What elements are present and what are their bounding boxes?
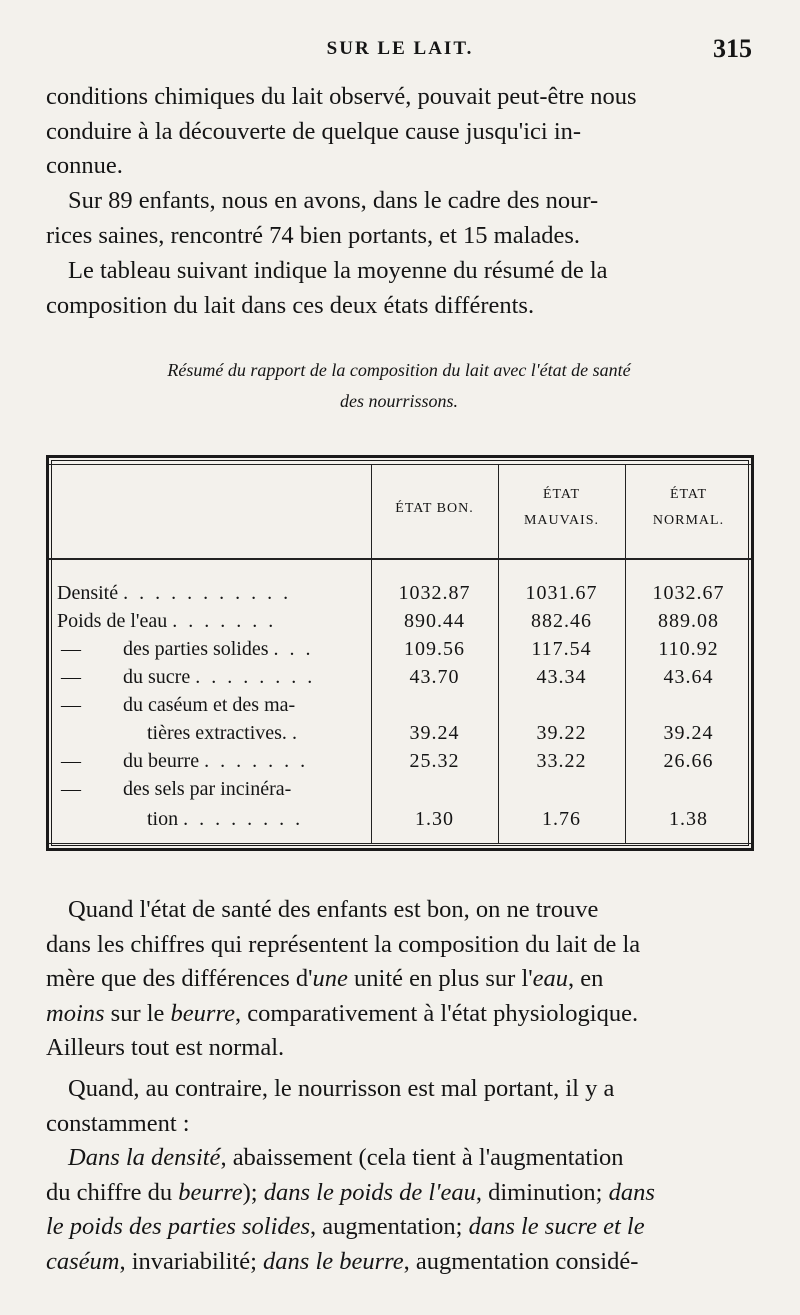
table-row <box>49 666 751 694</box>
text-line: caséum, invariabilité; dans le beurre, augmentation considé- <box>46 1247 639 1275</box>
value-etat-mauvais: 39.22 <box>536 722 587 744</box>
column-header-text: NORMAL. <box>652 513 725 528</box>
text-line: rices saines, rencontré 74 bien portants, et 15 malades. <box>46 221 581 249</box>
header-rule <box>49 558 751 560</box>
table-row <box>49 582 751 610</box>
text-line: composition du lait dans ces deux états différents. <box>46 291 535 319</box>
paragraph-healthy-children <box>46 893 752 1066</box>
value-etat-mauvais: 1031.67 <box>525 582 598 604</box>
text-line: dans les chiffres qui représentent la composition du lait de la <box>46 930 641 958</box>
table-top-rule <box>49 464 751 465</box>
caption-line: des nourrissons. <box>339 391 459 411</box>
paragraph-table-intro <box>46 254 752 323</box>
text-line: Le tableau suivant indique la moyenne du résumé de la <box>68 257 608 284</box>
column-header-text: ÉTAT BON. <box>395 501 474 516</box>
text-line: conduire à la découverte de quelque cause jusqu'ici in- <box>46 117 582 145</box>
caption-line: Résumé du rapport de la composition du lait avec l'état de santé <box>167 360 631 380</box>
paragraph-findings <box>46 1141 752 1279</box>
column-header-etat-normal <box>625 482 752 534</box>
value-etat-bon: 43.70 <box>409 666 460 688</box>
ditto-dash: — <box>61 666 81 688</box>
running-head-title: SUR LE LAIT. <box>326 38 474 59</box>
row-label: du beurre . . . . . . . <box>123 750 309 772</box>
value-etat-bon: 39.24 <box>409 722 460 744</box>
column-header-text: ÉTAT <box>669 487 708 502</box>
ditto-dash: — <box>61 638 81 660</box>
value-etat-normal: 110.92 <box>658 638 719 660</box>
text-line: moins sur le beurre, comparativement à l'état physiologique. <box>46 999 639 1027</box>
text-line: Quand, au contraire, le nourrisson est mal portant, il y a <box>68 1075 615 1102</box>
value-etat-mauvais: 117.54 <box>531 638 592 660</box>
summary-table <box>46 455 754 851</box>
table-row <box>49 750 751 778</box>
value-etat-normal: 889.08 <box>658 610 719 632</box>
paragraph-continuation <box>46 80 752 184</box>
ditto-dash: — <box>61 750 81 772</box>
column-header-text: ÉTAT <box>542 487 581 502</box>
paragraph-sick-children <box>46 1072 752 1141</box>
value-etat-normal: 1032.67 <box>652 582 725 604</box>
text-line: Sur 89 enfants, nous en avons, dans le cadre des nour- <box>68 187 599 214</box>
value-etat-mauvais: 1.76 <box>542 808 581 830</box>
table-row <box>49 694 751 750</box>
table-caption <box>46 355 752 417</box>
row-label-continued: tières extractives. . <box>147 722 300 744</box>
text-line: Quand l'état de santé des enfants est bon, on ne trouve <box>68 896 599 923</box>
row-label: des sels par incinéra- <box>123 778 292 800</box>
text-line: Ailleurs tout est normal. <box>46 1034 285 1061</box>
value-etat-bon: 25.32 <box>409 750 460 772</box>
page-number: 315 <box>713 34 752 63</box>
row-label: des parties solides . . . <box>123 638 314 660</box>
table-row <box>49 778 751 834</box>
value-etat-normal: 39.24 <box>663 722 714 744</box>
value-etat-bon: 1032.87 <box>398 582 471 604</box>
ditto-dash: — <box>61 778 81 800</box>
table-row <box>49 638 751 666</box>
value-etat-bon: 890.44 <box>404 610 465 632</box>
row-label: Poids de l'eau . . . . . . . <box>57 610 277 632</box>
value-etat-mauvais: 43.34 <box>536 666 587 688</box>
text-line: Dans la densité, abaissement (cela tient à l'augmentation <box>68 1144 624 1171</box>
table-row <box>49 610 751 638</box>
column-header-etat-bon <box>371 496 498 522</box>
row-label: du sucre . . . . . . . . <box>123 666 316 688</box>
text-line: conditions chimiques du lait observé, pouvait peut-être nous <box>46 83 637 110</box>
text-line: le poids des parties solides, augmentation; dans le sucre et le <box>46 1213 645 1240</box>
value-etat-normal: 26.66 <box>663 750 714 772</box>
value-etat-normal: 43.64 <box>663 666 714 688</box>
value-etat-bon: 1.30 <box>415 808 454 830</box>
ditto-dash: — <box>61 694 81 716</box>
text-line: mère que des différences d'une unité en plus sur l'eau, en <box>46 965 604 992</box>
value-etat-mauvais: 33.22 <box>536 750 587 772</box>
text-line: constamment : <box>46 1109 190 1137</box>
value-etat-normal: 1.38 <box>669 808 708 830</box>
text-line: du chiffre du beurre); dans le poids de l'eau, diminution; dans <box>46 1178 655 1206</box>
column-header-etat-mauvais <box>498 482 625 534</box>
row-label: du caséum et des ma- <box>123 694 296 716</box>
row-label: Densité . . . . . . . . . . . <box>57 582 292 604</box>
value-etat-mauvais: 882.46 <box>531 610 592 632</box>
table-bottom-rule <box>49 843 751 844</box>
column-header-text: MAUVAIS. <box>523 513 600 528</box>
paragraph-children-count <box>46 184 752 253</box>
row-label-continued: tion . . . . . . . . <box>147 808 304 830</box>
text-line: connue. <box>46 152 123 179</box>
value-etat-bon: 109.56 <box>404 638 465 660</box>
running-head <box>46 34 754 64</box>
